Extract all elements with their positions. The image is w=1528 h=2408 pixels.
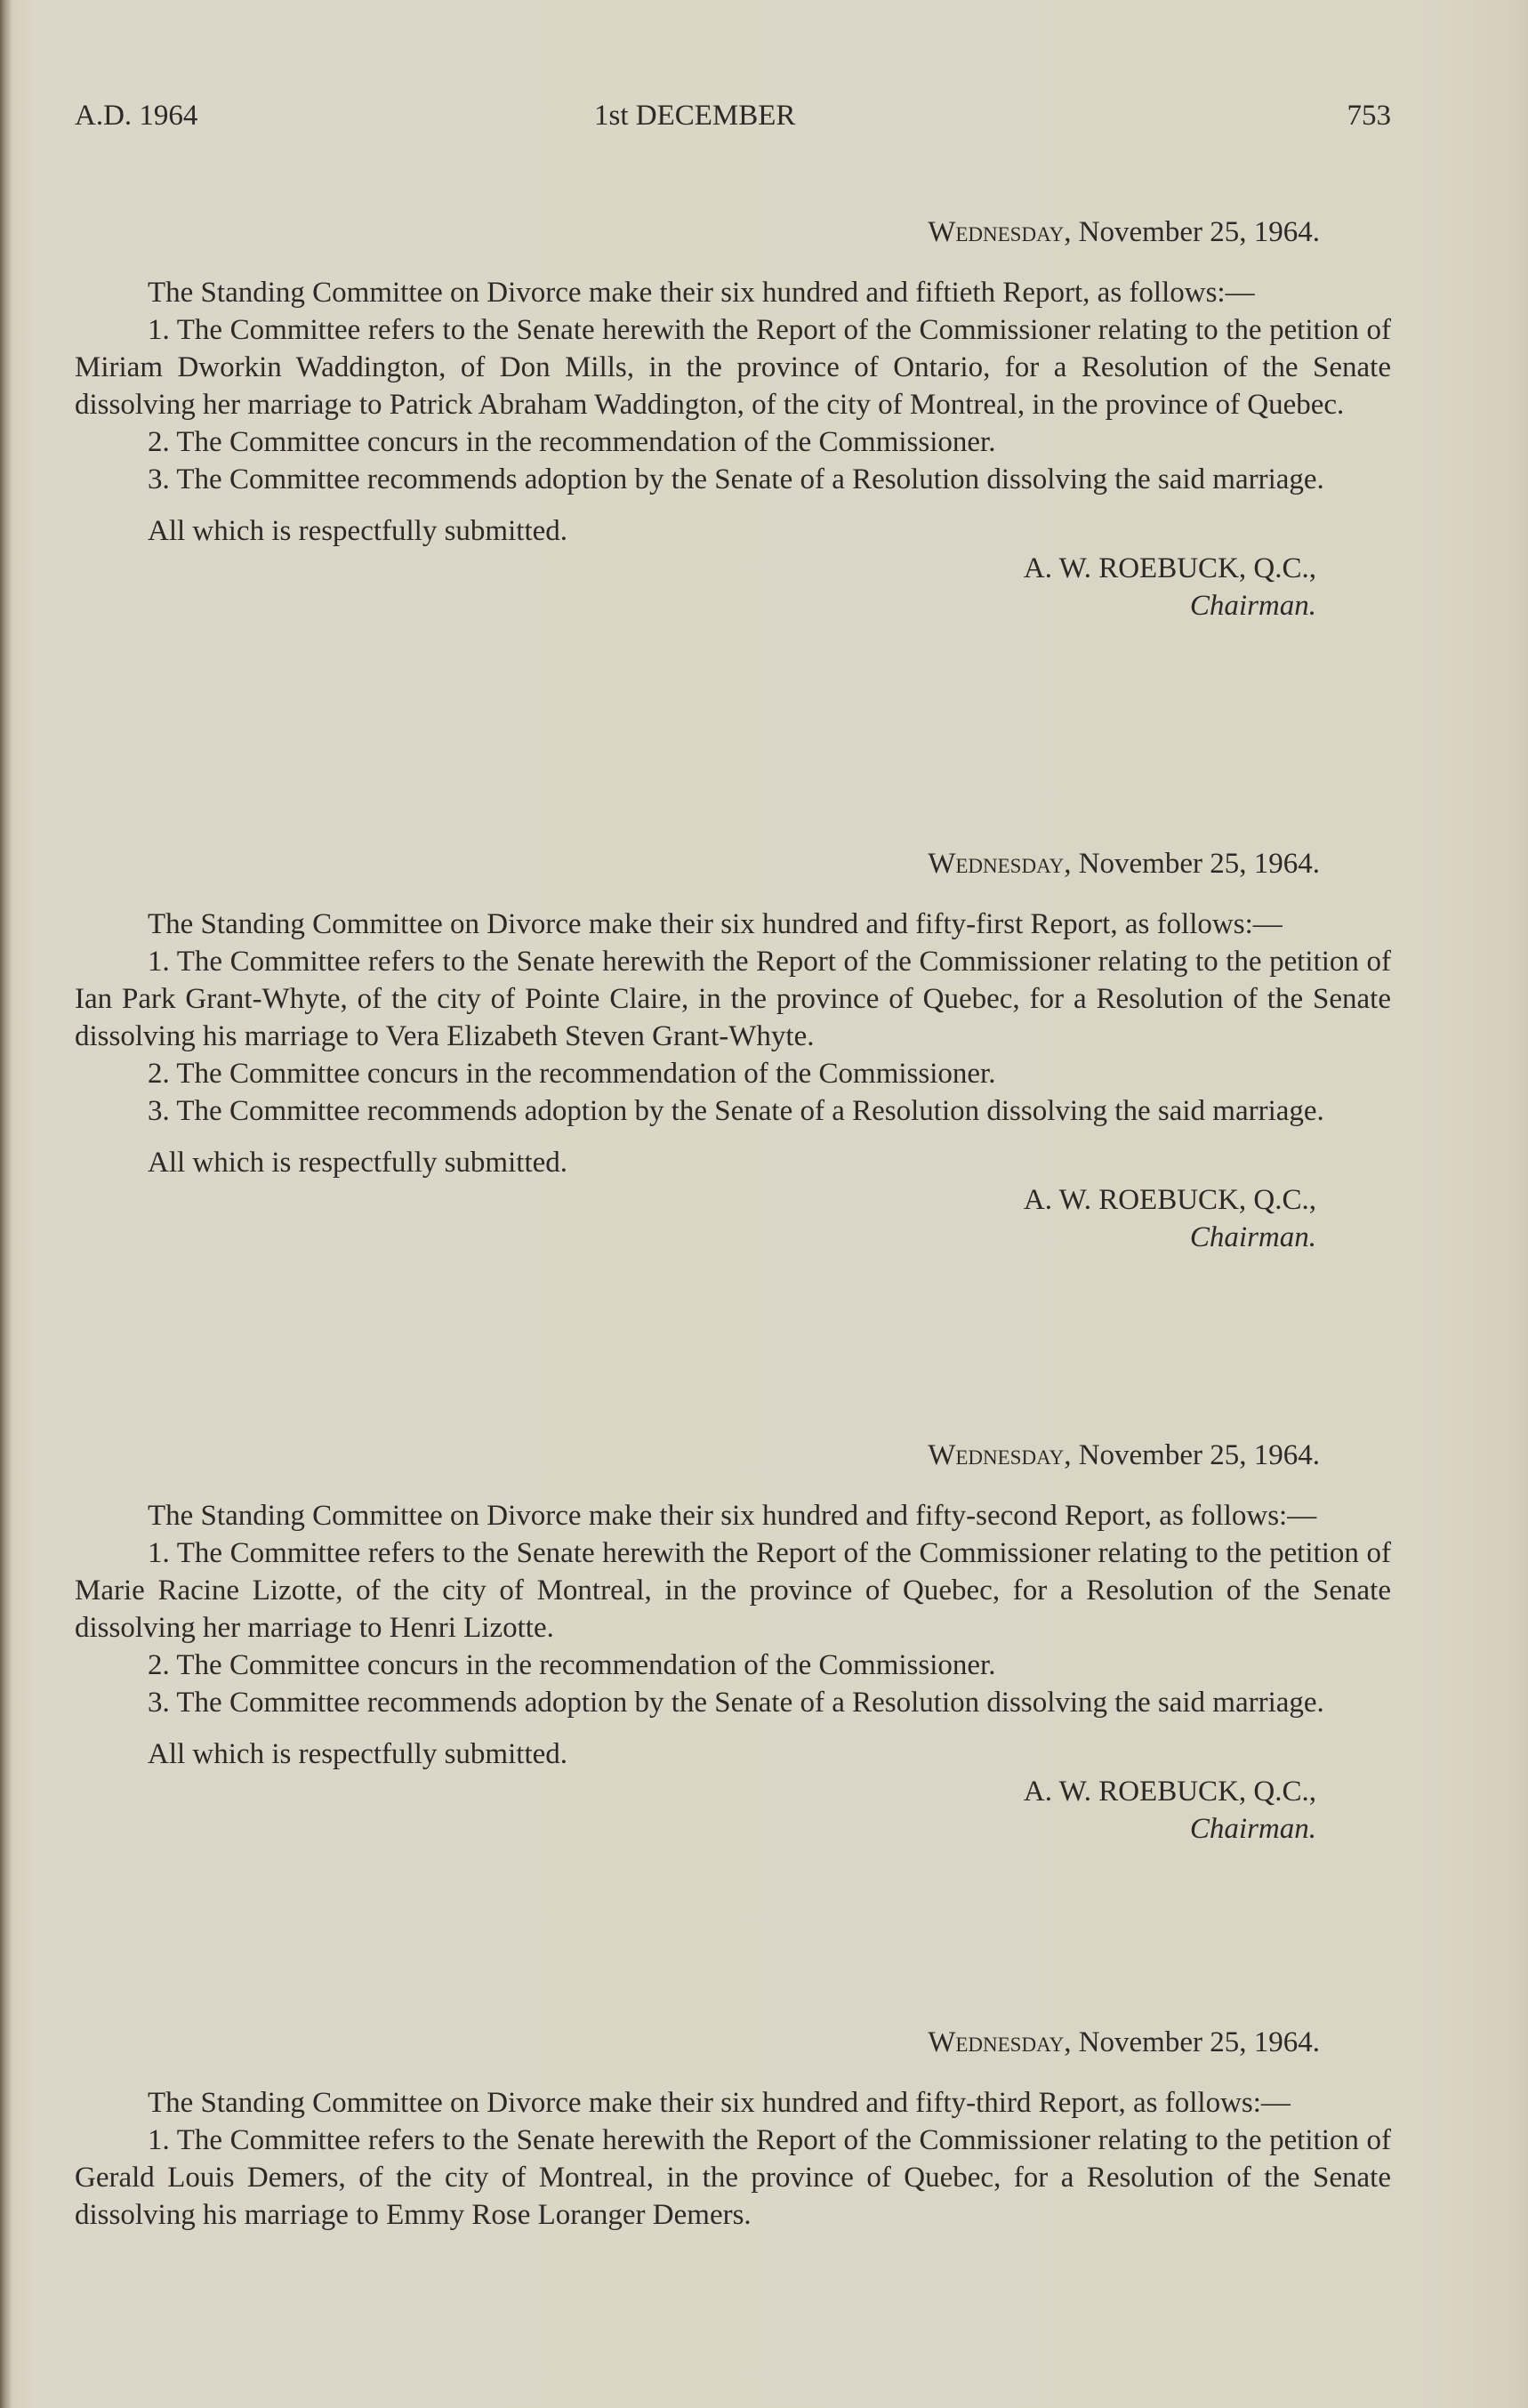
report-item: 3. The Committee recommends adoption by the Senate of a Resolution dissolving the said marriage.	[148, 1095, 1324, 1127]
report-date: November 25, 1964.	[1078, 1439, 1320, 1471]
report-closing: All which is respectfully submitted.	[148, 1147, 568, 1179]
header-date: 1st DECEMBER	[594, 100, 796, 132]
report-day: Wednesday,	[928, 2026, 1072, 2058]
report-item: 1. The Committee refers to the Senate herewith the Report of the Commissioner relating to the petition of Gerald Louis Demers, of the city of Montreal, in the province of Quebec, for a Resolution of the Senate dissolving his marriage to Emmy Rose Loranger Demers.	[75, 2124, 1391, 2231]
report-dateline	[75, 213, 1391, 251]
report-item: 3. The Committee recommends adoption by the Senate of a Resolution dissolving the said marriage.	[148, 1687, 1324, 1719]
report-signer: A. W. ROEBUCK, Q.C.,	[1023, 552, 1316, 584]
report-653	[75, 2024, 1391, 2234]
report-day: Wednesday,	[928, 848, 1072, 880]
report-intro: The Standing Committee on Divorce make their six hundred and fifty-second Report, as follows:—	[148, 1500, 1317, 1532]
report-closing: All which is respectfully submitted.	[148, 1738, 568, 1770]
report-item: 1. The Committee refers to the Senate herewith the Report of the Commissioner relating to the petition of Marie Racine Lizotte, of the city of Montreal, in the province of Quebec, for a Resolution of the Senate dissolving her marriage to Henri Lizotte.	[75, 1537, 1391, 1644]
report-signer-title: Chairman.	[1189, 1813, 1316, 1845]
page-number: 753	[1347, 100, 1391, 132]
report-item: 2. The Committee concurs in the recommendation of the Commissioner.	[148, 1058, 996, 1090]
report-650	[75, 213, 1391, 624]
report-day: Wednesday,	[928, 216, 1072, 248]
report-intro: The Standing Committee on Divorce make their six hundred and fifty-third Report, as follows:—	[148, 2087, 1291, 2119]
report-item: 2. The Committee concurs in the recommendation of the Commissioner.	[148, 1649, 996, 1681]
report-intro: The Standing Committee on Divorce make their six hundred and fiftieth Report, as follows:—	[148, 277, 1255, 309]
report-date: November 25, 1964.	[1078, 2026, 1320, 2058]
report-closing: All which is respectfully submitted.	[148, 515, 568, 547]
report-dateline	[75, 2024, 1391, 2061]
report-652	[75, 1437, 1391, 1848]
report-item: 1. The Committee refers to the Senate herewith the Report of the Commissioner relating to the petition of Ian Park Grant-Whyte, of the city of Pointe Claire, in the province of Quebec, for a Resolution of the Senate dissolving his marriage to Vera Elizabeth Steven Grant-Whyte.	[75, 946, 1391, 1052]
report-signer-title: Chairman.	[1189, 590, 1316, 622]
report-signer: A. W. ROEBUCK, Q.C.,	[1023, 1776, 1316, 1808]
running-head	[75, 100, 1391, 139]
report-day: Wednesday,	[928, 1439, 1072, 1471]
report-signer-title: Chairman.	[1189, 1221, 1316, 1253]
report-signer: A. W. ROEBUCK, Q.C.,	[1023, 1184, 1316, 1216]
report-dateline	[75, 845, 1391, 882]
report-item: 3. The Committee recommends adoption by the Senate of a Resolution dissolving the said marriage.	[148, 463, 1324, 495]
report-item: 1. The Committee refers to the Senate herewith the Report of the Commissioner relating to the petition of Miriam Dworkin Waddington, of Don Mills, in the province of Ontario, for a Resolution of the Senate dissolving her marriage to Patrick Abraham Waddington, of the city of Montreal, in the province of Quebec.	[75, 314, 1391, 421]
report-date: November 25, 1964.	[1078, 216, 1320, 248]
report-dateline	[75, 1437, 1391, 1474]
report-item: 2. The Committee concurs in the recommendation of the Commissioner.	[148, 426, 996, 458]
report-651	[75, 845, 1391, 1256]
report-intro: The Standing Committee on Divorce make their six hundred and fifty-first Report, as follows:—	[148, 908, 1283, 940]
report-date: November 25, 1964.	[1078, 848, 1320, 880]
header-year: A.D. 1964	[75, 100, 198, 132]
